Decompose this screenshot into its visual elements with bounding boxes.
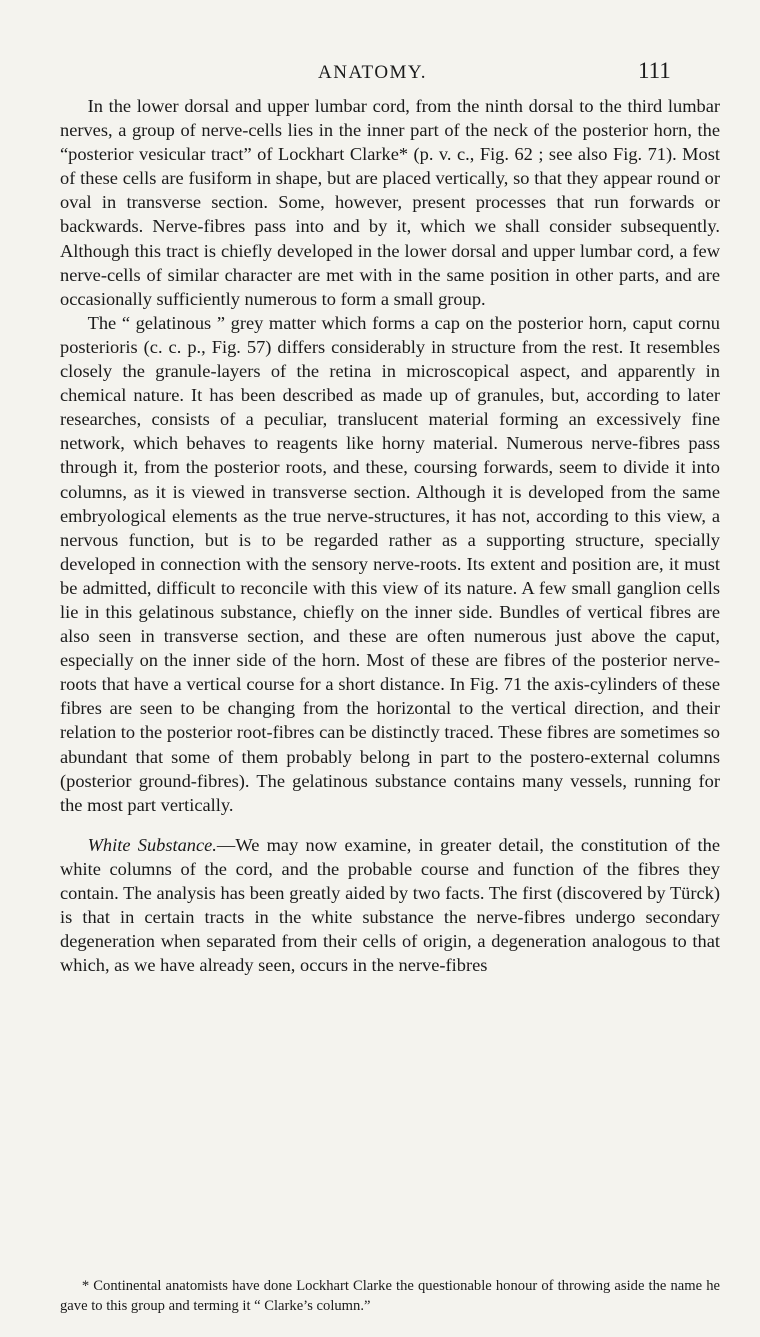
running-title: ANATOMY. (318, 62, 427, 83)
paragraph-white-substance (60, 833, 720, 978)
footnote-text: * Continental anatomists have done Lockhart Clarke the questionable honour of throwing aside the name he gave to this group and terming it “ Clarke’s column.” (60, 1278, 720, 1314)
running-head (0, 58, 760, 84)
section-heading-white-substance: White Substance. (87, 834, 217, 855)
body-text (60, 94, 720, 977)
paragraph-posterior-vesicular-tract: In the lower dorsal and upper lumbar cord, from the ninth dorsal to the third lumbar nerves, a group of nerve-cells lies in the inner part of the neck of the posterior horn, the “posterior vesicular tract” of Lockhart Clarke* (p. v. c., Fig. 62 ; see also Fig. 71). Most of these cells are fusiform in shape, but are placed vertically, so that they appear round or oval in transverse section. Some, however, present processes that run forwards or backwards. Nerve-fibres pass into and by it, which we shall consider subsequently. Although this tract is chiefly developed in the lower dorsal and upper lumbar cord, a few nerve-cells of similar character are met with in the same position in other parts, and are occasionally sufficiently numerous to form a small group. (60, 96, 720, 309)
paragraph-gelatinous-grey-matter: The “ gelatinous ” grey matter which forms a cap on the posterior horn, caput cornu posterioris (c. c. p., Fig. 57) differs considerably in structure from the rest. It resembles closely the granule-layers of the retina in microscopical aspect, and apparently in chemical nature. It has been described as made up of granules, but, according to later researches, consists of a peculiar, translucent material forming an excessively fine network, which behaves to reagents like horny material. Numerous nerve-fibres pass through it, from the posterior roots, and these, coursing forwards, seem to divide it into columns, as it is viewed in transverse section. Although it is developed from the same embryological elements as the true nerve-structures, it has not, according to this view, a nervous function, but is to be regarded rather as a supporting structure, specially developed in connection with the sensory nerve-roots. Its extent and position are, it must be admitted, difficult to reconcile with this view of its nature. A few small ganglion cells lie in this gelatinous substance, chiefly on the inner side. Bundles of vertical fibres are also seen in transverse section, and these are often numerous just above the caput, especially on the inner side of the horn. Most of these are fibres of the posterior nerve-roots that have a vertical course for a short distance. In Fig. 71 the axis-cylinders of these fibres are seen to be changing from the horizontal to the vertical direction, and their relation to the posterior root-fibres can be distinctly traced. These fibres are sometimes so abundant that some of them probably belong in part to the postero-external columns (posterior ground-fibres). The gelatinous substance contains many vessels, running for the most part vertically. (60, 312, 720, 815)
footnote (60, 1277, 720, 1316)
paragraph-white-substance-text: —We may now examine, in greater detail, the constitution of the white columns of the cord, and the probable course and function of the fibres they contain. The analysis has been greatly aided by two facts. The first (discovered by Türck) is that in certain tracts in the white substance the nerve-fibres undergo secondary degeneration when separated from their cells of origin, a degeneration analogous to that which, as we have already seen, occurs in the nerve-fibres (60, 834, 721, 976)
page-number: 111 (638, 58, 671, 83)
